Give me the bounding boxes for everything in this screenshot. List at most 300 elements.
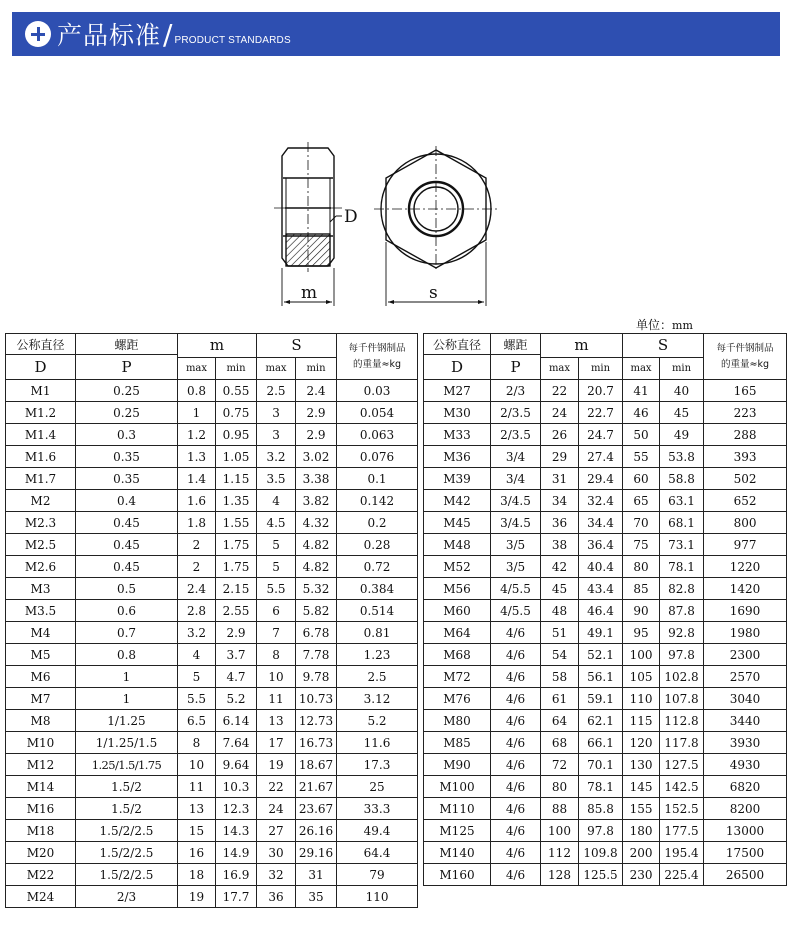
table-body-right [424, 380, 787, 886]
cell-pitch: 3/4.5 [491, 512, 541, 534]
cell-s-max: 4 [257, 490, 296, 512]
cell-m-min: 5.2 [216, 688, 257, 710]
cell-s-max: 65 [623, 490, 660, 512]
table-row [424, 468, 787, 490]
cell-diameter: M140 [424, 842, 491, 864]
table-row [6, 820, 418, 842]
cell-pitch: 3/5 [491, 556, 541, 578]
cell-m-min: 78.1 [579, 776, 623, 798]
table-row [424, 424, 787, 446]
cell-m-min: 56.1 [579, 666, 623, 688]
cell-m-min: 97.8 [579, 820, 623, 842]
header-m-max: max [178, 358, 216, 380]
cell-diameter: M2 [6, 490, 76, 512]
cell-pitch: 4/6 [491, 864, 541, 886]
cell-weight: 5.2 [337, 710, 418, 732]
cell-diameter: M24 [6, 886, 76, 908]
cell-weight: 288 [704, 424, 787, 446]
cell-weight: 33.3 [337, 798, 418, 820]
table-row [6, 512, 418, 534]
cell-s-min: 12.73 [296, 710, 337, 732]
cell-m-max: 6.5 [178, 710, 216, 732]
cell-s-min: 152.5 [660, 798, 704, 820]
table-row [424, 798, 787, 820]
cell-pitch: 4/6 [491, 644, 541, 666]
cell-m-max: 13 [178, 798, 216, 820]
cell-s-min: 102.8 [660, 666, 704, 688]
cell-m-min: 27.4 [579, 446, 623, 468]
table-body-left [6, 380, 418, 908]
cell-m-max: 2.4 [178, 578, 216, 600]
table-row [424, 820, 787, 842]
header-m: m [541, 334, 623, 358]
cell-m-max: 11 [178, 776, 216, 798]
cell-m-max: 0.8 [178, 380, 216, 402]
cell-weight: 0.72 [337, 556, 418, 578]
table-row [6, 776, 418, 798]
header-pitch: 螺距 [491, 334, 541, 355]
cell-s-max: 85 [623, 578, 660, 600]
cell-s-max: 24 [257, 798, 296, 820]
unit-label: 单位：mm [636, 318, 693, 332]
table-row [6, 710, 418, 732]
cell-weight: 0.2 [337, 512, 418, 534]
cell-s-max: 11 [257, 688, 296, 710]
cell-m-min: 43.4 [579, 578, 623, 600]
table-row [6, 424, 418, 446]
cell-s-max: 115 [623, 710, 660, 732]
table-row [6, 534, 418, 556]
cell-pitch: 0.45 [76, 512, 178, 534]
cell-s-min: 87.8 [660, 600, 704, 622]
cell-m-max: 1.3 [178, 446, 216, 468]
cell-m-min: 1.75 [216, 534, 257, 556]
cell-s-max: 180 [623, 820, 660, 842]
cell-pitch: 0.4 [76, 490, 178, 512]
cell-s-max: 36 [257, 886, 296, 908]
cell-s-min: 107.8 [660, 688, 704, 710]
cell-s-max: 110 [623, 688, 660, 710]
header-m-min: min [216, 358, 257, 380]
table-row [6, 380, 418, 402]
cell-weight: 110 [337, 886, 418, 908]
table-row [6, 490, 418, 512]
cell-weight: 3040 [704, 688, 787, 710]
cell-pitch: 0.5 [76, 578, 178, 600]
header-weight: 每千件钢制品 的重量≈kg [337, 334, 418, 380]
cell-s-min: 45 [660, 402, 704, 424]
cell-pitch: 1.5/2/2.5 [76, 820, 178, 842]
cell-weight: 25 [337, 776, 418, 798]
cell-m-min: 109.8 [579, 842, 623, 864]
cell-pitch: 3/4 [491, 468, 541, 490]
cell-m-max: 68 [541, 732, 579, 754]
table-row [6, 798, 418, 820]
cell-m-max: 18 [178, 864, 216, 886]
cell-m-min: 9.64 [216, 754, 257, 776]
cell-diameter: M100 [424, 776, 491, 798]
table-row [6, 578, 418, 600]
cell-weight: 8200 [704, 798, 787, 820]
cell-s-max: 46 [623, 402, 660, 424]
cell-diameter: M56 [424, 578, 491, 600]
cell-m-max: 5 [178, 666, 216, 688]
cell-s-min: 23.67 [296, 798, 337, 820]
cell-weight: 13000 [704, 820, 787, 842]
header-p-symbol: P [491, 355, 541, 380]
cell-pitch: 3/5 [491, 534, 541, 556]
cell-s-max: 120 [623, 732, 660, 754]
cell-m-max: 64 [541, 710, 579, 732]
cell-pitch: 3/4 [491, 446, 541, 468]
cell-pitch: 1 [76, 688, 178, 710]
cell-m-max: 16 [178, 842, 216, 864]
cell-m-min: 10.3 [216, 776, 257, 798]
cell-diameter: M1.2 [6, 402, 76, 424]
table-row [424, 402, 787, 424]
cell-s-max: 95 [623, 622, 660, 644]
table-row [6, 666, 418, 688]
table-row [424, 644, 787, 666]
header-s-min: min [660, 358, 704, 380]
header-m-min: min [579, 358, 623, 380]
cell-diameter: M45 [424, 512, 491, 534]
cell-m-min: 20.7 [579, 380, 623, 402]
table-row [6, 754, 418, 776]
table-row [6, 886, 418, 908]
cell-m-min: 70.1 [579, 754, 623, 776]
cell-s-min: 3.82 [296, 490, 337, 512]
cell-s-min: 97.8 [660, 644, 704, 666]
header-s: S [623, 334, 704, 358]
cell-weight: 0.514 [337, 600, 418, 622]
cell-diameter: M20 [6, 842, 76, 864]
cell-s-min: 58.8 [660, 468, 704, 490]
cell-diameter: M2.3 [6, 512, 76, 534]
label-d: D [344, 207, 358, 227]
label-m: m [301, 283, 318, 303]
cell-m-min: 36.4 [579, 534, 623, 556]
cell-weight: 977 [704, 534, 787, 556]
cell-m-max: 15 [178, 820, 216, 842]
cell-m-max: 26 [541, 424, 579, 446]
table-row [424, 666, 787, 688]
cell-diameter: M7 [6, 688, 76, 710]
cell-m-max: 24 [541, 402, 579, 424]
cell-m-min: 2.9 [216, 622, 257, 644]
cell-m-max: 1.2 [178, 424, 216, 446]
cell-m-min: 22.7 [579, 402, 623, 424]
header-d-symbol: D [6, 355, 76, 380]
cell-diameter: M125 [424, 820, 491, 842]
cell-weight: 64.4 [337, 842, 418, 864]
cell-diameter: M8 [6, 710, 76, 732]
cell-s-max: 8 [257, 644, 296, 666]
cell-pitch: 2/3 [76, 886, 178, 908]
cell-s-max: 50 [623, 424, 660, 446]
cell-pitch: 4/6 [491, 622, 541, 644]
cell-s-min: 49 [660, 424, 704, 446]
cell-pitch: 3/4.5 [491, 490, 541, 512]
cell-s-max: 27 [257, 820, 296, 842]
cell-diameter: M10 [6, 732, 76, 754]
cell-m-min: 1.15 [216, 468, 257, 490]
cell-weight: 6820 [704, 776, 787, 798]
cell-m-min: 0.55 [216, 380, 257, 402]
cell-m-min: 0.75 [216, 402, 257, 424]
plus-icon [25, 21, 51, 47]
cell-pitch: 4/6 [491, 754, 541, 776]
cell-s-min: 177.5 [660, 820, 704, 842]
table-row [424, 842, 787, 864]
cell-diameter: M48 [424, 534, 491, 556]
cell-s-max: 5 [257, 556, 296, 578]
cell-m-max: 48 [541, 600, 579, 622]
cell-pitch: 1.5/2 [76, 798, 178, 820]
table-row [424, 688, 787, 710]
table-row [424, 600, 787, 622]
cell-m-min: 1.55 [216, 512, 257, 534]
cell-diameter: M42 [424, 490, 491, 512]
cell-s-min: 53.8 [660, 446, 704, 468]
cell-weight: 0.063 [337, 424, 418, 446]
cell-weight: 393 [704, 446, 787, 468]
cell-diameter: M64 [424, 622, 491, 644]
cell-m-max: 22 [541, 380, 579, 402]
cell-s-max: 70 [623, 512, 660, 534]
cell-pitch: 4/6 [491, 820, 541, 842]
cell-weight: 223 [704, 402, 787, 424]
cell-s-min: 127.5 [660, 754, 704, 776]
cell-s-min: 26.16 [296, 820, 337, 842]
cell-diameter: M6 [6, 666, 76, 688]
cell-weight: 0.28 [337, 534, 418, 556]
cell-m-min: 46.4 [579, 600, 623, 622]
cell-s-max: 145 [623, 776, 660, 798]
cell-m-min: 40.4 [579, 556, 623, 578]
cell-s-max: 17 [257, 732, 296, 754]
cell-m-min: 1.35 [216, 490, 257, 512]
header-m-max: max [541, 358, 579, 380]
cell-pitch: 0.6 [76, 600, 178, 622]
cell-diameter: M1.6 [6, 446, 76, 468]
cell-weight: 1.23 [337, 644, 418, 666]
table-row [424, 710, 787, 732]
cell-diameter: M90 [424, 754, 491, 776]
cell-diameter: M1 [6, 380, 76, 402]
cell-diameter: M18 [6, 820, 76, 842]
cell-weight: 0.142 [337, 490, 418, 512]
cell-s-min: 31 [296, 864, 337, 886]
cell-m-min: 2.15 [216, 578, 257, 600]
cell-m-min: 85.8 [579, 798, 623, 820]
cell-s-min: 4.82 [296, 534, 337, 556]
cell-m-max: 36 [541, 512, 579, 534]
table-row [6, 402, 418, 424]
cell-m-max: 100 [541, 820, 579, 842]
cell-pitch: 0.8 [76, 644, 178, 666]
cell-s-max: 4.5 [257, 512, 296, 534]
spec-table-right [423, 333, 787, 886]
cell-diameter: M85 [424, 732, 491, 754]
cell-m-min: 24.7 [579, 424, 623, 446]
cell-m-min: 52.1 [579, 644, 623, 666]
cell-m-min: 7.64 [216, 732, 257, 754]
cell-m-min: 1.05 [216, 446, 257, 468]
table-row [424, 556, 787, 578]
table-row [6, 732, 418, 754]
cell-s-max: 2.5 [257, 380, 296, 402]
cell-diameter: M1.7 [6, 468, 76, 490]
cell-s-max: 10 [257, 666, 296, 688]
table-row [424, 490, 787, 512]
cell-s-max: 32 [257, 864, 296, 886]
cell-m-max: 2 [178, 534, 216, 556]
cell-pitch: 2/3.5 [491, 402, 541, 424]
cell-diameter: M36 [424, 446, 491, 468]
cell-m-max: 2 [178, 556, 216, 578]
cell-s-min: 5.82 [296, 600, 337, 622]
cell-m-max: 4 [178, 644, 216, 666]
cell-weight: 0.03 [337, 380, 418, 402]
table-row [6, 842, 418, 864]
cell-s-min: 3.38 [296, 468, 337, 490]
cell-m-min: 1.75 [216, 556, 257, 578]
cell-pitch: 1/1.25/1.5 [76, 732, 178, 754]
cell-m-min: 6.14 [216, 710, 257, 732]
cell-m-min: 2.55 [216, 600, 257, 622]
cell-s-max: 105 [623, 666, 660, 688]
cell-m-max: 54 [541, 644, 579, 666]
cell-pitch: 0.35 [76, 468, 178, 490]
cell-weight: 11.6 [337, 732, 418, 754]
cell-m-min: 0.95 [216, 424, 257, 446]
cell-diameter: M3.5 [6, 600, 76, 622]
table-row [424, 864, 787, 886]
cell-m-max: 31 [541, 468, 579, 490]
cell-weight: 79 [337, 864, 418, 886]
cell-s-max: 3 [257, 402, 296, 424]
cell-diameter: M1.4 [6, 424, 76, 446]
cell-m-max: 10 [178, 754, 216, 776]
cell-s-max: 230 [623, 864, 660, 886]
cell-m-max: 1 [178, 402, 216, 424]
cell-m-max: 128 [541, 864, 579, 886]
header-s: S [257, 334, 337, 358]
cell-s-max: 22 [257, 776, 296, 798]
cell-pitch: 4/6 [491, 798, 541, 820]
cell-s-max: 100 [623, 644, 660, 666]
cell-s-max: 5 [257, 534, 296, 556]
cell-weight: 1220 [704, 556, 787, 578]
cell-s-max: 55 [623, 446, 660, 468]
cell-s-min: 4.32 [296, 512, 337, 534]
cell-weight: 1420 [704, 578, 787, 600]
cell-m-max: 42 [541, 556, 579, 578]
cell-s-min: 6.78 [296, 622, 337, 644]
cell-weight: 0.1 [337, 468, 418, 490]
cell-s-min: 112.8 [660, 710, 704, 732]
cell-weight: 0.076 [337, 446, 418, 468]
title-slash: / [163, 17, 173, 51]
table-row [6, 600, 418, 622]
cell-weight: 2300 [704, 644, 787, 666]
table-row [424, 754, 787, 776]
cell-s-min: 16.73 [296, 732, 337, 754]
table-row [424, 578, 787, 600]
cell-s-max: 7 [257, 622, 296, 644]
cell-pitch: 2/3 [491, 380, 541, 402]
cell-m-min: 12.3 [216, 798, 257, 820]
cell-m-max: 112 [541, 842, 579, 864]
cell-s-min: 10.73 [296, 688, 337, 710]
cell-s-min: 21.67 [296, 776, 337, 798]
cell-weight: 2.5 [337, 666, 418, 688]
cell-s-min: 18.67 [296, 754, 337, 776]
section-banner [12, 12, 780, 56]
cell-weight: 2570 [704, 666, 787, 688]
cell-s-min: 195.4 [660, 842, 704, 864]
cell-weight: 0.054 [337, 402, 418, 424]
table-row [6, 446, 418, 468]
cell-weight: 652 [704, 490, 787, 512]
cell-m-max: 80 [541, 776, 579, 798]
cell-m-min: 14.3 [216, 820, 257, 842]
table-row [424, 534, 787, 556]
cell-diameter: M2.6 [6, 556, 76, 578]
cell-s-min: 4.82 [296, 556, 337, 578]
cell-pitch: 1.25/1.5/1.75 [76, 754, 178, 776]
cell-m-max: 38 [541, 534, 579, 556]
cell-s-min: 9.78 [296, 666, 337, 688]
cell-diameter: M30 [424, 402, 491, 424]
cell-m-min: 66.1 [579, 732, 623, 754]
cell-weight: 0.384 [337, 578, 418, 600]
cell-pitch: 1.5/2/2.5 [76, 864, 178, 886]
section-subtitle: PRODUCT STANDARDS [174, 34, 291, 46]
cell-diameter: M76 [424, 688, 491, 710]
table-row [424, 512, 787, 534]
cell-m-max: 3.2 [178, 622, 216, 644]
cell-s-min: 7.78 [296, 644, 337, 666]
table-row [424, 622, 787, 644]
cell-pitch: 4/6 [491, 666, 541, 688]
cell-pitch: 0.3 [76, 424, 178, 446]
cell-m-min: 29.4 [579, 468, 623, 490]
table-row [424, 732, 787, 754]
cell-pitch: 4/6 [491, 688, 541, 710]
cell-weight: 4930 [704, 754, 787, 776]
cell-weight: 1690 [704, 600, 787, 622]
cell-weight: 502 [704, 468, 787, 490]
cell-weight: 49.4 [337, 820, 418, 842]
cell-m-min: 3.7 [216, 644, 257, 666]
cell-s-max: 130 [623, 754, 660, 776]
cell-weight: 165 [704, 380, 787, 402]
cell-diameter: M160 [424, 864, 491, 886]
cell-diameter: M16 [6, 798, 76, 820]
cell-s-min: 5.32 [296, 578, 337, 600]
table-row [6, 864, 418, 886]
cell-pitch: 1.5/2/2.5 [76, 842, 178, 864]
cell-m-min: 17.7 [216, 886, 257, 908]
table-row [6, 644, 418, 666]
cell-s-max: 60 [623, 468, 660, 490]
table-row [424, 776, 787, 798]
header-weight: 每千件钢制品 的重量≈kg [704, 334, 787, 380]
cell-s-min: 68.1 [660, 512, 704, 534]
cell-s-max: 3.5 [257, 468, 296, 490]
